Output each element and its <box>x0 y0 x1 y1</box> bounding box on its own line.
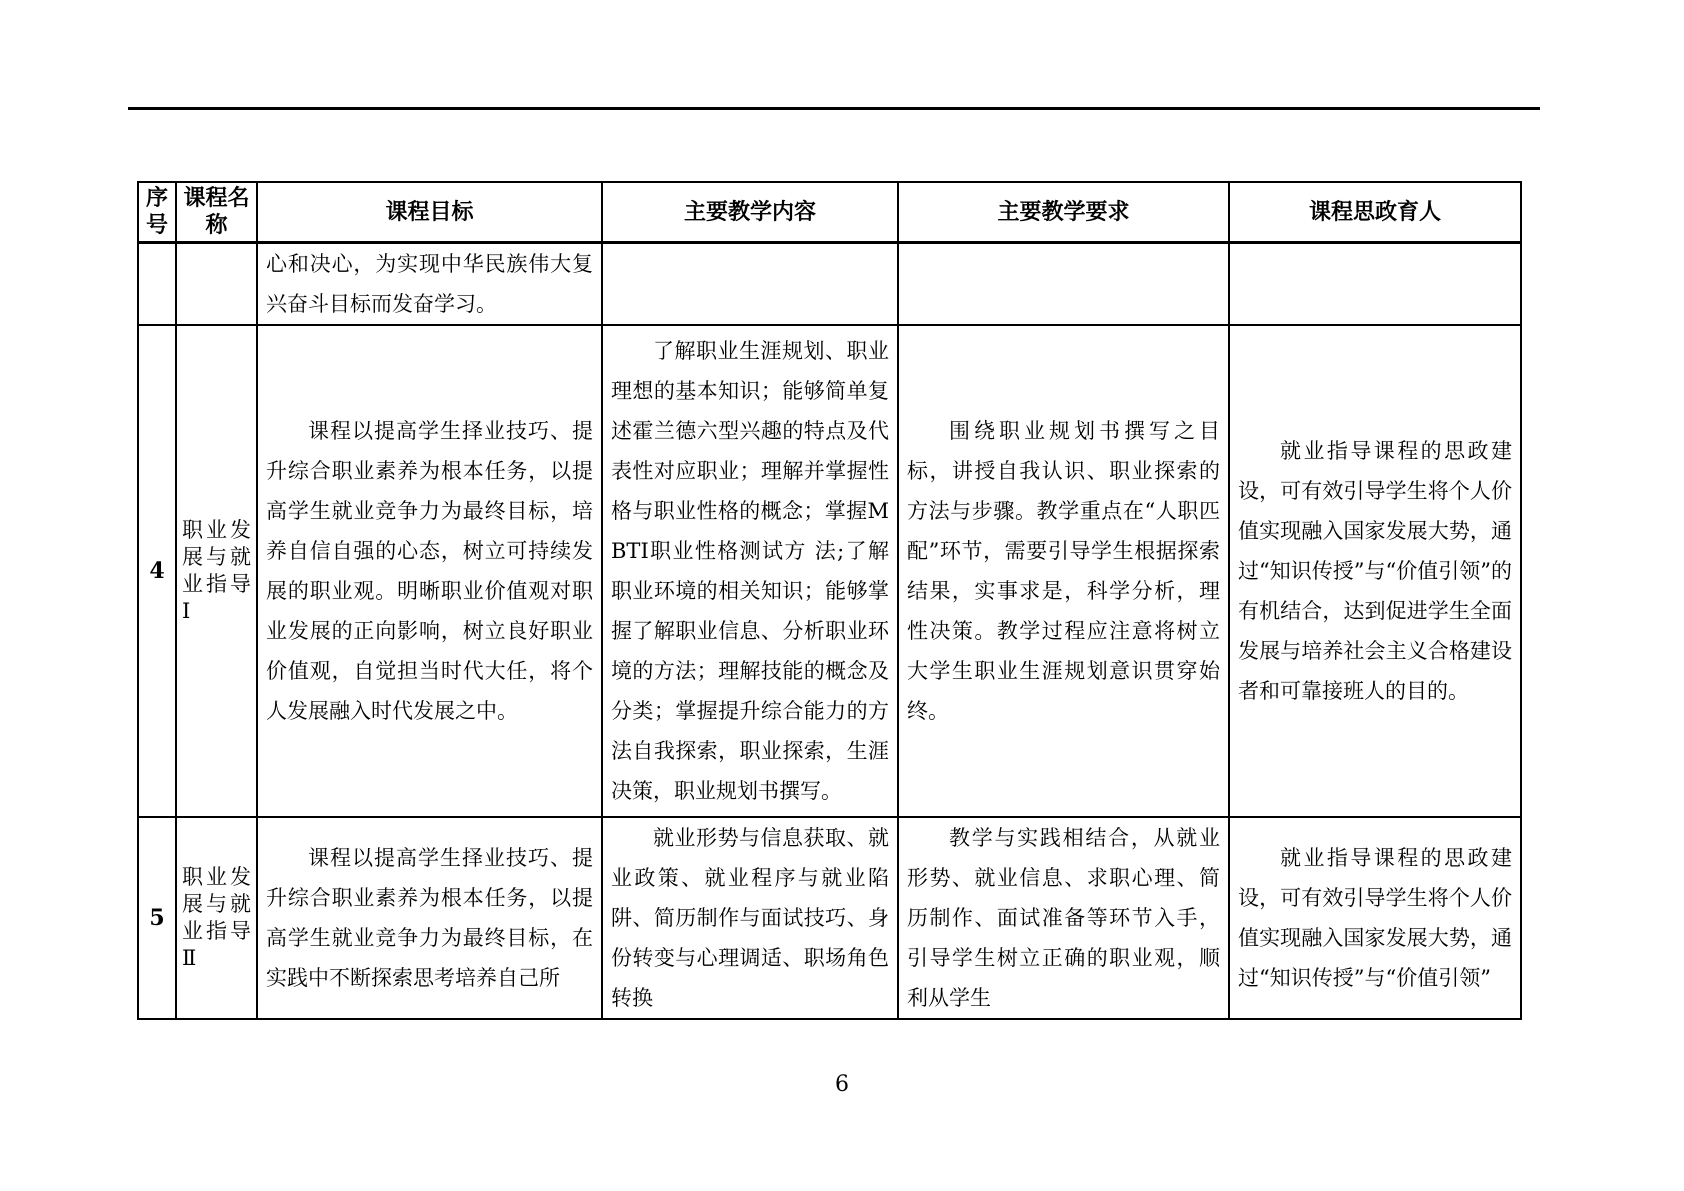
cell-teaching-content <box>602 325 898 817</box>
cell-ideology <box>1229 817 1521 1019</box>
teaching-content-text: 就业形势与信息获取、就业政策、就业程序与就业陷阱、简历制作与面试技巧、身份转变与心理调适、职场角色转换 <box>611 826 889 1010</box>
column-header-ideology: 课程思政育人 <box>1229 182 1521 243</box>
cell-course-name: 职业发展与就业指导Ⅱ <box>176 817 257 1019</box>
cell-seq: 5 <box>138 817 176 1019</box>
course-goal-text: 心和决心，为实现中华民族伟大复兴奋斗目标而发奋学习。 <box>266 252 593 316</box>
page-number: 6 <box>835 1072 849 1097</box>
cell-course-goal <box>257 817 602 1019</box>
cell-teaching-content <box>602 243 898 326</box>
column-header-teaching-content: 主要教学内容 <box>602 182 898 243</box>
cell-course-goal <box>257 243 602 326</box>
column-header-teaching-requirement: 主要教学要求 <box>898 182 1229 243</box>
cell-teaching-requirement <box>898 817 1229 1019</box>
cell-ideology <box>1229 243 1521 326</box>
cell-teaching-requirement <box>898 243 1229 326</box>
cell-teaching-content <box>602 817 898 1019</box>
table-row-continuation <box>138 243 1521 326</box>
teaching-content-text: 了解职业生涯规划、职业理想的基本知识；能够简单复述霍兰德六型兴趣的特点及代表性对应职业；理解并掌握性格与职业性格的概念；掌握MBTI职业性格测试方 法;了解职业环境的相关知识；能够掌握了解职业信息、分析职业环境的方法；理解技能的概念及分类；掌握提升综合能力的方法自我探索，职业探索，生涯决策，职业规划书撰写。 <box>611 339 889 803</box>
course-table <box>137 181 1522 1020</box>
cell-seq: 4 <box>138 325 176 817</box>
header-rule <box>128 107 1540 110</box>
ideology-text: 就业指导课程的思政建设，可有效引导学生将个人价值实现融入国家发展大势，通过“知识传授”与“价值引领”的有机结合，达到促进学生全面发展与培养社会主义合格建设者和可靠接班人的目的。 <box>1238 439 1512 703</box>
table-row-5 <box>138 817 1521 1019</box>
cell-course-name: 职业发展与就业指导Ⅰ <box>176 325 257 817</box>
teaching-requirement-text: 教学与实践相结合，从就业形势、就业信息、求职心理、简历制作、面试准备等环节入手，引导学生树立正确的职业观，顺利从学生 <box>907 826 1220 1010</box>
table-row-4 <box>138 325 1521 817</box>
cell-course-goal <box>257 325 602 817</box>
ideology-text: 就业指导课程的思政建设，可有效引导学生将个人价值实现融入国家发展大势，通过“知识传授”与“价值引领” <box>1238 846 1512 990</box>
cell-teaching-requirement <box>898 325 1229 817</box>
cell-seq <box>138 243 176 326</box>
course-goal-text: 课程以提高学生择业技巧、提升综合职业素养为根本任务，以提高学生就业竞争力为最终目标，在实践中不断探索思考培养自己所 <box>266 846 593 990</box>
column-header-seq: 序号 <box>138 182 176 243</box>
column-header-course-name: 课程名称 <box>176 182 257 243</box>
table-header-row <box>138 182 1521 243</box>
cell-ideology <box>1229 325 1521 817</box>
course-goal-text: 课程以提高学生择业技巧、提升综合职业素养为根本任务，以提高学生就业竞争力为最终目标，培养自信自强的心态，树立可持续发展的职业观。明晰职业价值观对职业发展的正向影响，树立良好职业价值观，自觉担当时代大任，将个人发展融入时代发展之中。 <box>266 419 593 723</box>
teaching-requirement-text: 围绕职业规划书撰写之目标，讲授自我认识、职业探索的方法与步骤。教学重点在“人职匹配”环节，需要引导学生根据探索结果，实事求是，科学分析，理性决策。教学过程应注意将树立大学生职业生涯规划意识贯穿始终。 <box>907 419 1220 723</box>
cell-course-name <box>176 243 257 326</box>
column-header-course-goal: 课程目标 <box>257 182 602 243</box>
